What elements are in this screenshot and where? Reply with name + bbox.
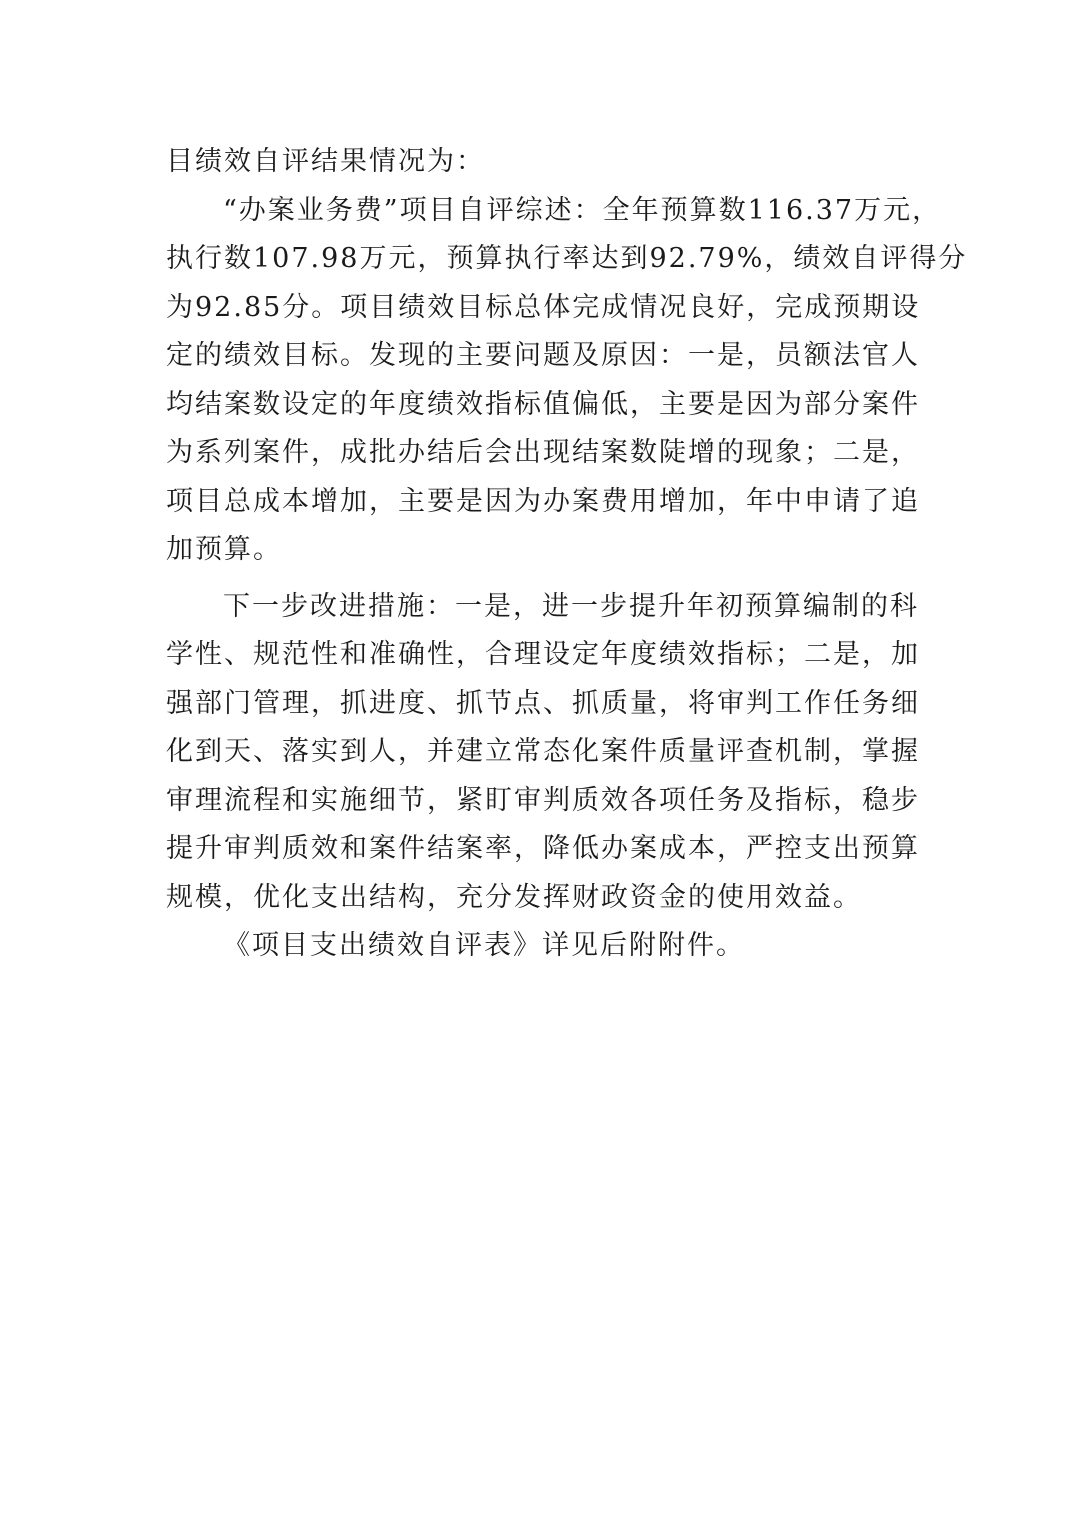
paragraph-line: 强部门管理，抓进度、抓节点、抓质量，将审判工作任务细 [166, 687, 920, 719]
paragraph-improvement-measures [166, 583, 920, 923]
paragraph-line: 为系列案件，成批办结后会出现结案数陡增的现象；二是， [166, 437, 920, 468]
paragraph-line: 下一步改进措施：一是，进一步提升年初预算编制的科 [223, 590, 919, 622]
paragraph-line: 学性、规范性和准确性，合理设定年度绩效指标；二是，加 [166, 639, 920, 670]
intro-line: 目绩效自评结果情况为： [166, 146, 485, 177]
paragraph-attachment-note [166, 922, 916, 971]
paragraph-line: 加预算。 [166, 534, 282, 565]
paragraph-line: 均结案数设定的年度绩效指标值偏低，主要是因为部分案件 [166, 388, 920, 420]
paragraph-line: 提升审判质效和案件结案率，降低办案成本，严控支出预算 [166, 833, 920, 864]
paragraph-line: 化到天、落实到人，并建立常态化案件质量评查机制，掌握 [166, 736, 920, 767]
paragraph-line: 为92.85分。项目绩效目标总体完成情况良好，完成预期设 [166, 291, 921, 323]
document-body [166, 138, 968, 971]
paragraph-line: 执行数107.98万元，预算执行率达到92.79%，绩效自评得分 [166, 243, 968, 274]
paragraph-spacer [166, 575, 916, 583]
paragraph-line: 审理流程和实施细节，紧盯审判质效各项任务及指标，稳步 [166, 784, 920, 816]
paragraph-budget-summary [166, 187, 968, 575]
paragraph-line: “办案业务费”项目自评综述：全年预算数116.37万元， [223, 194, 942, 226]
paragraph-line: 《项目支出绩效自评表》详见后附附件。 [223, 930, 745, 961]
paragraph-line: 定的绩效目标。发现的主要问题及原因：一是，员额法官人 [166, 340, 920, 371]
paragraph-line: 项目总成本增加，主要是因为办案费用增加，年中申请了追 [166, 485, 920, 517]
paragraph-line: 规模，优化支出结构，充分发挥财政资金的使用效益。 [166, 881, 862, 913]
